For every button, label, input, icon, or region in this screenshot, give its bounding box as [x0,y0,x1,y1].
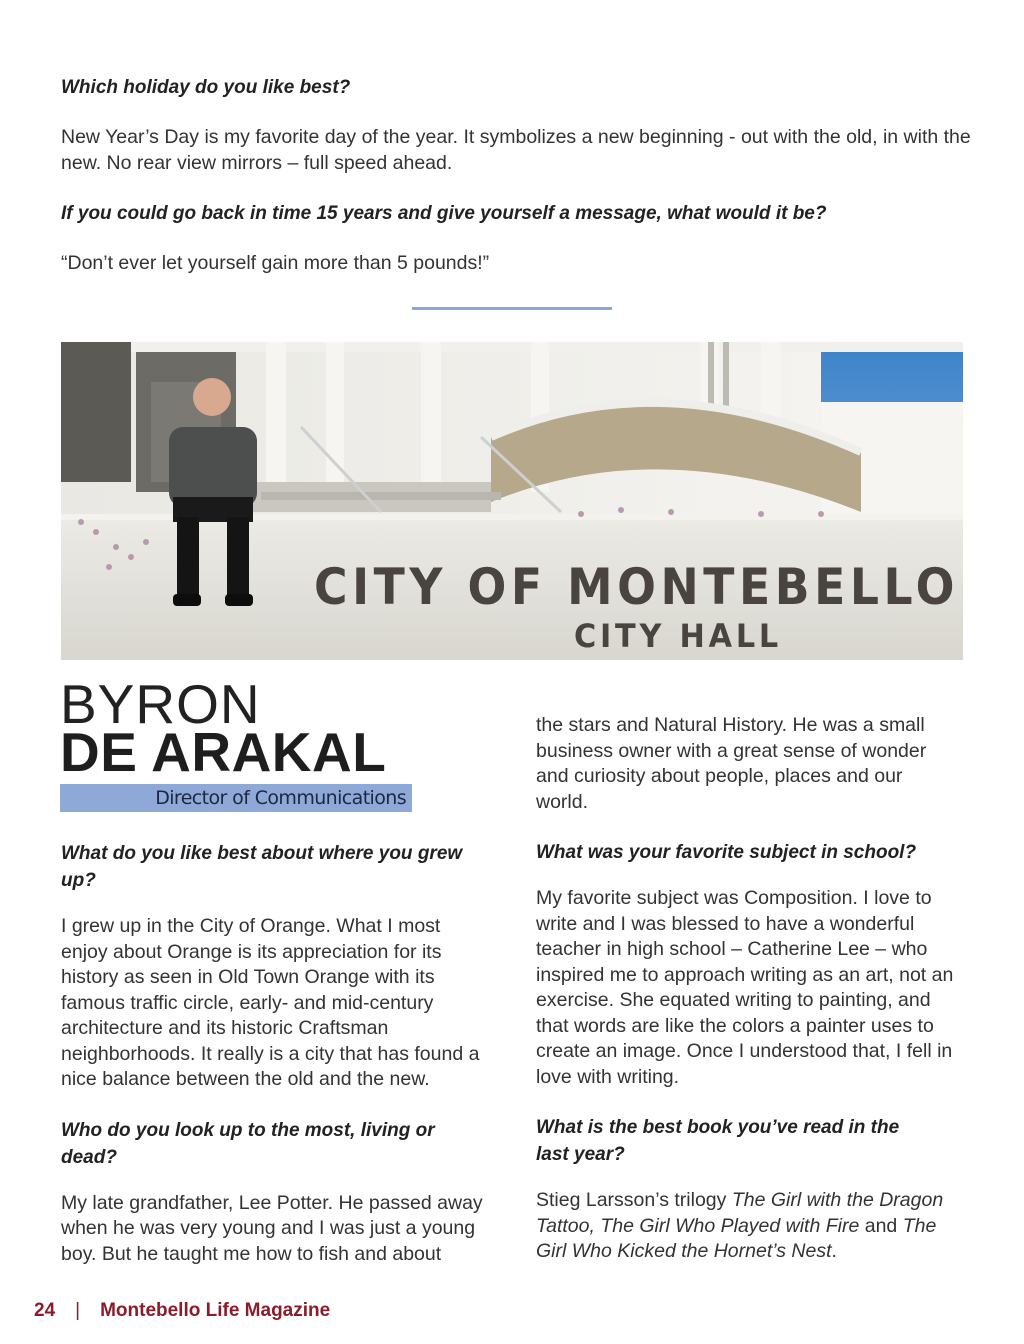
answer-best-book-and: and [859,1214,903,1237]
magazine-name: Montebello Life Magazine [100,1300,331,1321]
intro-section [61,74,971,301]
page-number: 24 [34,1300,56,1321]
page-footer [34,1300,330,1322]
question-message: If you could go back in time 15 years and give yourself a message, what would it be? [61,203,827,224]
question-favorite-subject: What was your favorite subject in school? [536,842,917,863]
answer-favorite-subject: My favorite subject was Composition. I love to write and I was blessed to have a wonderful teacher in high school – Catherine Lee – who inspired me to approach writing as an art, not an exercise. She equated writing to painting, and that words are like the colors a painter uses to create an image. Once I understood that, I fell in love with writing. [536,887,954,1088]
answer-message: “Don’t ever let yourself gain more than 5 pounds!” [61,252,490,274]
answer-best-book-end: . [831,1240,837,1262]
left-column [61,840,491,1267]
divider-rule [412,307,612,310]
profile-last-name: DE ARAKAL [60,721,387,783]
city-hall-photo [61,342,963,660]
book-title-1: The Girl with the Dragon Tattoo, The Girl Who Played with Fire [536,1189,944,1237]
question-best-book: What is the best book you’ve read in the last year? [536,1117,900,1165]
answer-grew-up: I grew up in the City of Orange. What I most enjoy about Orange is its appreciation for its history as seen in Old Town Orange with its famous traffic circle, early- and mid-century architecture and its historic Craftsman neighborhoods. It really is a city that has found a nice balance between the old and the new. [61,915,480,1090]
profile-first-name: BYRON [60,673,261,735]
sign-city-hall: CITY HALL [574,617,782,655]
book-title-2: The Girl Who Kicked the Hornet’s Nest [536,1214,937,1262]
answer-best-book-pre: Stieg Larsson’s trilogy [536,1189,732,1211]
answer-look-up-to: My late grandfather, Lee Potter. He passed away when he was very young and I was just a young boy. But he taught me how to fish and about [61,1191,483,1265]
answer-holiday: New Year’s Day is my favorite day of the year. It symbolizes a new beginning - out with the old, in with the new. No rear view mirrors – full speed ahead. [61,126,971,174]
question-holiday: Which holiday do you like best? [61,77,351,98]
question-grew-up: What do you like best about where you grew up? [61,843,463,891]
answer-continued: the stars and Natural History. He was a small business owner with a great sense of wonder and curiosity about people, places and our world. [536,714,927,813]
question-look-up-to: Who do you look up to the most, living or dead? [61,1119,435,1168]
answer-best-book [536,1188,956,1265]
profile-title: Director of Communications [155,787,406,809]
sign-city-of-montebello: CITY OF MONTEBELLO [314,558,959,616]
footer-separator: | [75,1300,81,1321]
profile-title-bar [60,784,412,812]
right-column [536,713,966,1265]
